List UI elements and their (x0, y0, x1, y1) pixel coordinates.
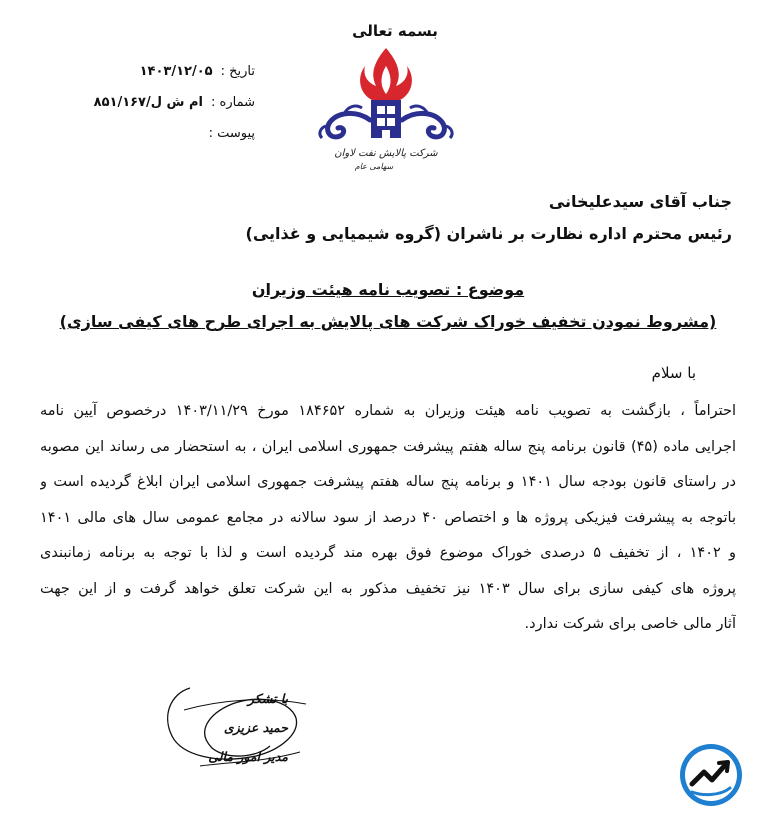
subject-detail-line (0, 312, 762, 331)
signer-name: حمید عزیزی (223, 720, 288, 735)
body-line-6: پروژه های کیفی سازی برای سال ۱۴۰۳ نیز تخفیف مذکور به این شرکت تعلق خواهد گرفت و از این جهت (40, 580, 736, 597)
body-line-1: احتراماً ، بازگشت به تصویب نامه هیئت وزیران به شماره ۱۸۴۶۵۲ مورخ ۱۴۰۳/۱۱/۲۹ درخصوص آیین نامه (40, 403, 736, 419)
subject-line (0, 280, 762, 299)
number-label: شماره : (211, 95, 255, 110)
date-value: ۱۴۰۳/۱۲/۰۵ (139, 64, 213, 79)
greeting: با سلام (651, 364, 696, 382)
letter-meta (85, 56, 255, 149)
subject-detail-text: (مشروط نمودن تخفیف خوراک شرکت های پالایش به اجرای طرح های کیفی سازی) (59, 312, 717, 331)
trend-badge-icon (678, 742, 744, 808)
body-line-4: باتوجه به پیشرفت فیزیکی پروژه ها و اختصاص ۴۰ درصد از سود سالانه در مجامع عمومی سال های مالی ۱۴۰۱ (40, 509, 736, 526)
body-line-7: آثار مالی خاصی برای شرکت ندارد. (524, 616, 736, 632)
signature-block (192, 684, 288, 771)
subject-text: موضوع : تصویب نامه هیئت وزیران (251, 280, 525, 299)
recipient-block (246, 186, 732, 250)
attachment-label: پیوست : (208, 126, 255, 141)
company-logo (316, 44, 456, 174)
body-line-3: در راستای قانون بودجه سال ۱۴۰۱ و برنامه پنج ساله هفتم پیشرفت جمهوری اسلامی ایران ابلاغ گردیده است و (40, 474, 736, 490)
logo-caption-line1: شرکت پالایش نفت لاوان (334, 148, 438, 159)
signature-closing: با تشکر (247, 691, 288, 706)
flame-icon (360, 48, 412, 100)
date-row (85, 56, 255, 87)
date-label: تاریخ : (220, 64, 255, 79)
signer-position: مدیر امور مالی (208, 749, 288, 764)
logo-caption-line2: سهامی عام (354, 162, 394, 171)
body-line-5: و ۱۴۰۲ ، از تخفیف ۵ درصدی خوراک موضوع فوق بهره مند گردیده است و لذا با توجه به برنامه زمانبندی (40, 545, 736, 561)
attachment-row (85, 118, 255, 149)
body-line-2: اجرایی ماده (۴۵) قانون برنامه پنج ساله هفتم پیشرفت جمهوری اسلامی ایران ، به استحضار می رساند این مصوبه (40, 438, 736, 455)
recipient-name: جناب آقای سیدعلیخانی (548, 192, 732, 211)
refinery-tower-icon (371, 100, 401, 138)
recipient-title: رئیس محترم اداره نظارت بر ناشران (گروه شیمیایی و غذایی) (245, 224, 732, 243)
number-row (85, 87, 255, 118)
number-value: ام ش ل/۸۵۱/۱۶۷ (93, 95, 204, 110)
letter-heading: بسمه تعالی (352, 22, 438, 40)
letter-body (40, 394, 736, 643)
